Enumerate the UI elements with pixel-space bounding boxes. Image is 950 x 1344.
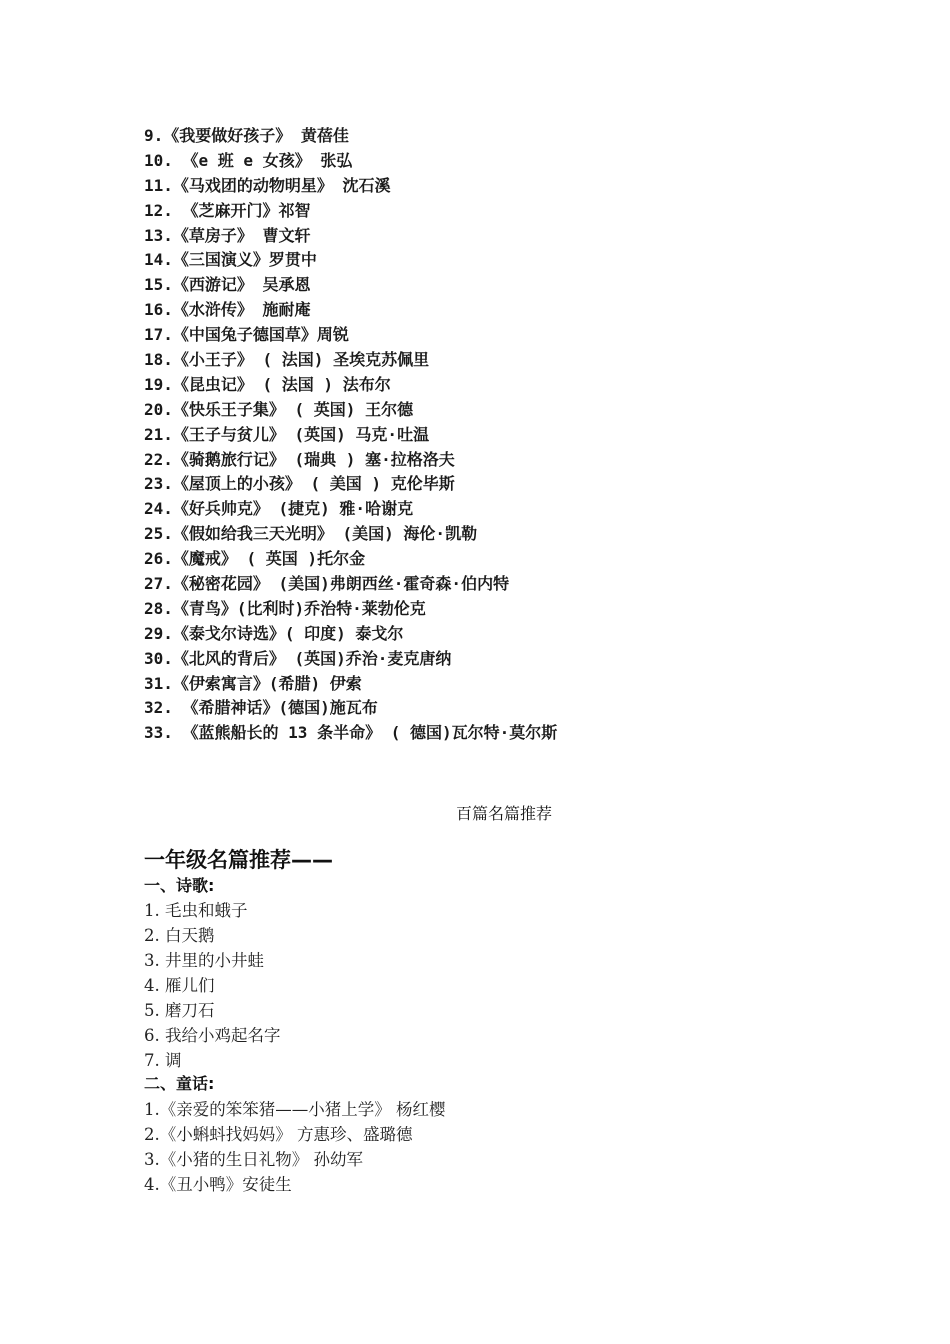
book-list-item: 27.《秘密花园》 (美国)弗朗西丝·霍奇森·伯内特 bbox=[144, 574, 510, 594]
book-list-item: 17.《中国兔子德国草》周锐 bbox=[144, 325, 349, 345]
book-list-item: 20.《快乐王子集》 ( 英国) 王尔德 bbox=[144, 399, 414, 419]
poem-item: 5. 磨刀石 bbox=[144, 1001, 215, 1020]
book-list-item: 15.《西游记》 吴承恩 bbox=[144, 275, 311, 295]
book-list-item: 29.《泰戈尔诗选》( 印度) 泰戈尔 bbox=[144, 623, 404, 643]
poem-item: 2. 白天鹅 bbox=[144, 926, 215, 945]
book-list-item: 31.《伊索寓言》(希腊) 伊索 bbox=[144, 673, 362, 693]
poem-item: 6. 我给小鸡起名字 bbox=[144, 1026, 281, 1045]
book-list-item: 24.《好兵帅克》 (捷克) 雅·哈谢克 bbox=[144, 499, 414, 519]
book-list-item: 26.《魔戒》 ( 英国 )托尔金 bbox=[144, 549, 366, 569]
book-list-item: 30.《北风的背后》 (英国)乔治·麦克唐纳 bbox=[144, 648, 452, 668]
book-list-item: 11.《马戏团的动物明星》 沈石溪 bbox=[144, 175, 391, 195]
book-list-item: 9.《我要做好孩子》 黄蓓佳 bbox=[144, 126, 349, 145]
book-list-item: 33. 《蓝熊船长的 13 条半命》 ( 德国)瓦尔特·莫尔斯 bbox=[144, 723, 558, 743]
book-list-item: 12. 《芝麻开门》祁智 bbox=[144, 200, 311, 220]
book-list-item: 32. 《希腊神话》(德国)施瓦布 bbox=[144, 698, 378, 718]
poem-item: 3. 井里的小井蛙 bbox=[144, 951, 264, 970]
fairy-tales-list bbox=[144, 1097, 446, 1197]
book-list-item: 13.《草房子》 曹文轩 bbox=[144, 225, 311, 245]
poems-heading: 一、诗歌: bbox=[144, 876, 215, 895]
fairy-tale-item: 2.《小蝌蚪找妈妈》 方惠珍、盛璐德 bbox=[144, 1125, 413, 1144]
fairy-tales-heading: 二、童话: bbox=[144, 1074, 215, 1093]
poem-item: 1. 毛虫和蛾子 bbox=[144, 901, 248, 920]
poem-item: 4. 雁儿们 bbox=[144, 976, 215, 995]
book-list-item: 22.《骑鹅旅行记》 (瑞典 ) 塞·拉格洛夫 bbox=[144, 449, 455, 469]
recommended-book-list bbox=[144, 124, 864, 746]
book-list-item: 25.《假如给我三天光明》 (美国) 海伦·凯勒 bbox=[144, 524, 478, 544]
section-title: 百篇名篇推荐 bbox=[455, 804, 552, 823]
book-list-item: 16.《水浒传》 施耐庵 bbox=[144, 300, 311, 320]
fairy-tale-item: 4.《丑小鸭》安徒生 bbox=[144, 1175, 292, 1194]
book-list-item: 28.《青鸟》(比利时)乔治特·莱勃伦克 bbox=[144, 598, 426, 618]
poems-list bbox=[144, 898, 281, 1073]
fairy-tale-item: 1.《亲爱的笨笨猪——小猪上学》 杨红樱 bbox=[144, 1100, 446, 1119]
book-list-item: 21.《王子与贫儿》 (英国) 马克·吐温 bbox=[144, 424, 430, 444]
poem-item: 7. 调 bbox=[144, 1051, 182, 1070]
fairy-tale-item: 3.《小猪的生日礼物》 孙幼军 bbox=[144, 1150, 363, 1169]
grade-heading: 一年级名篇推荐—— bbox=[144, 848, 333, 872]
book-list-item: 23.《屋顶上的小孩》 ( 美国 ) 克伦毕斯 bbox=[144, 474, 455, 494]
book-list-item: 18.《小王子》 ( 法国) 圣埃克苏佩里 bbox=[144, 350, 430, 370]
book-list-item: 10. 《e 班 e 女孩》 张弘 bbox=[144, 150, 353, 170]
book-list-item: 19.《昆虫记》 ( 法国 ) 法布尔 bbox=[144, 374, 391, 394]
book-list-item: 14.《三国演义》罗贯中 bbox=[144, 250, 317, 270]
